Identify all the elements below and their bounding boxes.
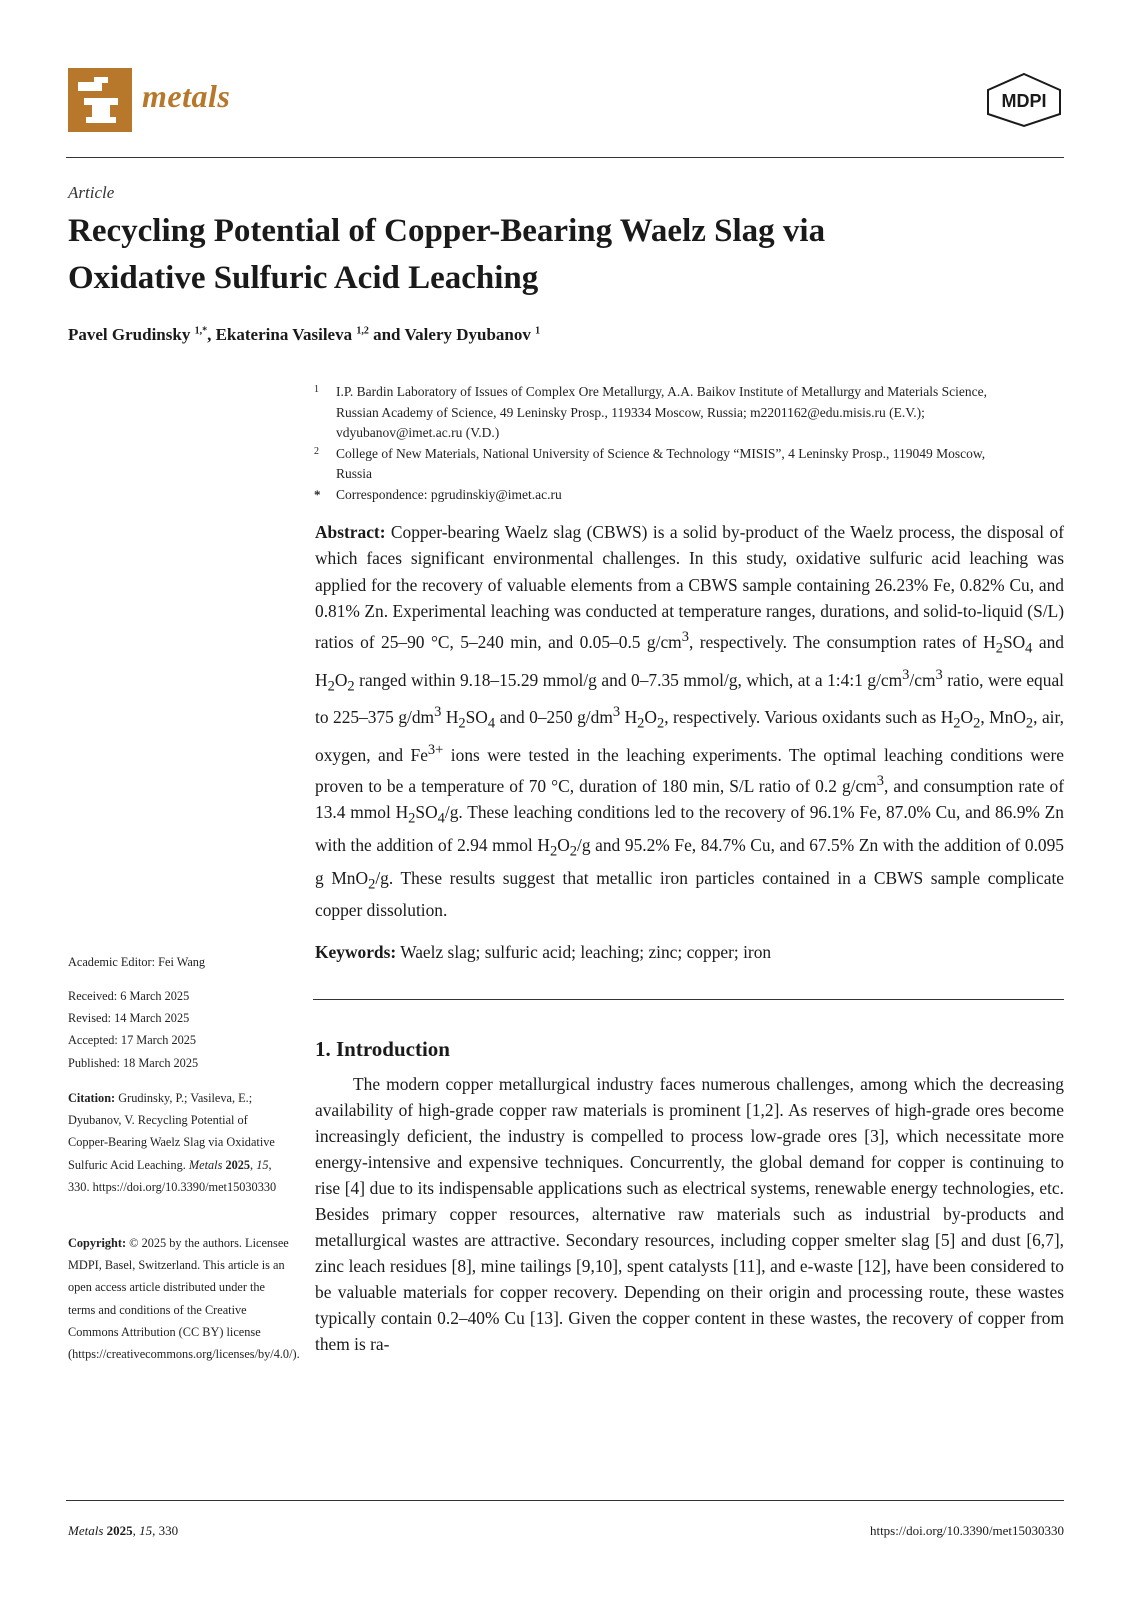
author-sup: 1 bbox=[535, 325, 541, 337]
subscript: 2 bbox=[1025, 715, 1034, 732]
author-list bbox=[68, 325, 540, 345]
subscript: 2 bbox=[953, 715, 961, 732]
citation-label: Citation: bbox=[68, 1091, 116, 1105]
abstract-text: SO bbox=[415, 802, 438, 823]
date-revised: Revised: 14 March 2025 bbox=[68, 1011, 190, 1026]
subscript: 2 bbox=[347, 678, 355, 695]
abstract-text: , air, oxygen, and Fe bbox=[315, 707, 1064, 765]
abstract-text: , and consumption rate of 13.4 mmol H bbox=[315, 775, 1065, 823]
abstract-text: O bbox=[644, 707, 657, 728]
abstract-text: O bbox=[557, 834, 570, 855]
abstract-text: H bbox=[620, 707, 638, 728]
article-title bbox=[68, 208, 968, 302]
keywords-divider bbox=[313, 999, 1064, 1000]
citation-text: Grudinsky, P.; Vasileva, E.; Dyubanov, V. Recycling Potential of Copper-Bearing Waelz Slag via Oxidative Sulfuric Acid Leaching. bbox=[68, 1091, 275, 1172]
footer-article-number: , 330 bbox=[152, 1523, 179, 1538]
abstract-text: /cm bbox=[909, 669, 936, 690]
abstract-text: ratio, were equal to 225–375 g/dm bbox=[315, 669, 1064, 728]
abstract-text: and H bbox=[315, 631, 1064, 690]
superscript: 3 bbox=[681, 629, 689, 646]
copyright-text: © 2025 by the authors. Licensee MDPI, Basel, Switzerland. This article is an open access article distributed under the terms and conditions of the Creative Commons Attribution (CC BY) license (https://creativecommons.org/licenses/by/4.0/). bbox=[68, 1236, 300, 1362]
subscript: 2 bbox=[637, 715, 645, 732]
author-separator: , bbox=[207, 325, 216, 344]
author-name[interactable]: Valery Dyubanov bbox=[404, 325, 531, 344]
citation: Citation: Grudinsky, P.; Vasileva, E.; Dyubanov, V. Recycling Potential of Copper-Bearing Waelz Slag via Oxidative Sulfuric Acid Leaching. Metals 2025, 15, 330. https://doi.org/10.3390/met15030330 bbox=[68, 1091, 277, 1194]
correspondence bbox=[314, 485, 1014, 506]
abstract-text: ions were tested in the leaching experiments. The optimal leaching conditions were proven to be a temperature of 70 °C, duration of 180 min, S/L ratio of 0.2 g/cm bbox=[315, 744, 1064, 796]
journal-name: metals bbox=[142, 78, 231, 114]
mdpi-logo bbox=[984, 72, 1064, 128]
abstract-text: O bbox=[960, 707, 974, 728]
abstract-text: SO bbox=[465, 707, 488, 728]
abstract-text: /g. These leaching conditions led to the recovery of 96.1% Fe, 87.0% Cu, and 86.9% Zn with the addition of 2.94 mmol H bbox=[315, 802, 1065, 855]
header-divider bbox=[66, 157, 1064, 158]
affiliation-item bbox=[314, 382, 1014, 444]
section-heading: 1. Introduction bbox=[315, 1037, 450, 1061]
article-type: Article bbox=[68, 183, 115, 202]
affiliation-text: I.P. Bardin Laboratory of Issues of Complex Ore Metallurgy, A.A. Baikov Institute of Metallurgy and Materials Science, Russian Academy of Science, 49 Leninsky Prosp., 119334 Moscow, Russia; m2201162@edu.misis.ru (E.V.); vdyubanov@imet.ac.ru (V.D.) bbox=[336, 384, 987, 440]
affiliation-item bbox=[314, 444, 1014, 485]
citation-year: 2025 bbox=[225, 1157, 251, 1172]
footer-year: 2025 bbox=[106, 1523, 133, 1538]
academic-editor: Academic Editor: Fei Wang bbox=[68, 955, 206, 969]
abstract-text: Copper-bearing Waelz slag (CBWS) is a solid by-product of the Waelz process, the disposal of which faces significant environmental challenges. In this study, oxidative sulfuric acid leaching was applied for the recovery of valuable elements from a CBWS sample containing 26.23% Fe, 0.82% Cu, and 0.81% Zn. Experimental leaching was conducted at temperature ranges, durations, and solid-to-liquid (S/L) ratios of 25–90 °C, 5–240 min, and 0.05–0.5 g/cm bbox=[315, 522, 1064, 652]
subscript: 2 bbox=[549, 843, 558, 860]
abstract bbox=[315, 519, 1064, 924]
footer-citation: Metals 2025, 15, 330 bbox=[68, 1523, 179, 1538]
title-line-1: Recycling Potential of Copper-Bearing Waelz Slag via bbox=[68, 213, 826, 249]
intro-paragraph: The modern copper metallurgical industry faces numerous challenges, among which the decreasing availability of high-grade copper raw materials is prominent [1,2]. As reserves of high-grade ores become increasingly deficient, the industry is compelled to process low-grade ores [3], which necessitate more energy-intensive and expensive techniques. Concurrently, the global demand for copper is continuing to rise [4] due to its indispensable applications such as electrical systems, renewable energy technologies, etc. Besides primary copper resources, alternative raw materials such as industrial by-products and metallurgical wastes are attractive. Secondary resources, including copper smelter slag [5] and dust [6,7], zinc leach residues [8], mine tailings [9,10], spent catalysts [11], and e-waste [12], have been considered to be valuable materials for copper recovery. Depending on their origin and processing route, these wastes typically contain 0.2–40% Cu [13]. Given the copper content in these wastes, the recovery of copper from them is ra- bbox=[315, 1074, 1064, 1354]
superscript: 3+ bbox=[427, 741, 444, 758]
superscript: 3 bbox=[935, 666, 943, 683]
citation-journal: Metals bbox=[188, 1157, 223, 1172]
author-separator: and bbox=[368, 325, 405, 344]
affiliation-number: 1 bbox=[314, 384, 319, 395]
subscript: 4 bbox=[1025, 640, 1033, 657]
superscript: 3 bbox=[612, 704, 621, 721]
author-name[interactable]: Pavel Grudinsky bbox=[68, 325, 191, 344]
footer-doi-link[interactable]: https://doi.org/10.3390/met15030330 bbox=[869, 1523, 1064, 1538]
superscript: 3 bbox=[902, 666, 910, 683]
superscript: 3 bbox=[876, 772, 884, 789]
subscript: 2 bbox=[995, 640, 1003, 657]
citation-doi-link[interactable]: , 330. https://doi.org/10.3390/met15030330 bbox=[68, 1157, 277, 1194]
abstract-text: O bbox=[334, 669, 348, 690]
date-accepted: Accepted: 17 March 2025 bbox=[68, 1033, 197, 1048]
author-name[interactable]: Ekaterina Vasileva bbox=[215, 325, 353, 344]
author-sup: 1,* bbox=[194, 325, 208, 337]
abstract-text: /g. These results suggest that metallic iron particles contained in a CBWS sample complicate copper dissolution. bbox=[315, 867, 1064, 921]
footer-volume: 15 bbox=[139, 1523, 153, 1538]
subscript: 2 bbox=[973, 715, 981, 732]
correspondence-marker: * bbox=[314, 486, 321, 502]
citation-volume: 15 bbox=[256, 1157, 269, 1172]
copyright-label: Copyright: bbox=[68, 1236, 127, 1250]
subscript: 4 bbox=[487, 715, 496, 732]
superscript: 3 bbox=[434, 704, 442, 721]
title-line-2: Oxidative Sulfuric Acid Leaching bbox=[68, 260, 539, 296]
abstract-text: , respectively. The consumption rates of H bbox=[688, 631, 996, 652]
affiliation-number: 2 bbox=[314, 445, 319, 457]
abstract-text: and 0–250 g/dm bbox=[495, 707, 613, 728]
subscript: 2 bbox=[327, 678, 335, 695]
subscript: 2 bbox=[569, 843, 577, 860]
correspondence-text: Correspondence: pgrudinskiy@imet.ac.ru bbox=[336, 486, 562, 502]
abstract-text: ranged within 9.18–15.29 mmol/g and 0–7.35 mmol/g, which, at a 1:4:1 g/cm bbox=[354, 669, 903, 690]
date-received: Received: 6 March 2025 bbox=[68, 989, 190, 1003]
subscript: 4 bbox=[437, 810, 445, 827]
subscript: 2 bbox=[458, 715, 466, 732]
publication-dates bbox=[68, 985, 290, 1074]
abstract-label: Abstract: bbox=[315, 522, 386, 542]
abstract-text: , respectively. Various oxidants such as H bbox=[664, 707, 954, 728]
journal-logo bbox=[68, 68, 132, 132]
author-sup: 1,2 bbox=[356, 325, 369, 337]
abstract-text: SO bbox=[1002, 631, 1026, 652]
subscript: 2 bbox=[368, 876, 376, 893]
keywords bbox=[315, 942, 1064, 963]
abstract-text: /g and 95.2% Fe, 84.7% Cu, and 67.5% Zn with the addition of 0.095 g MnO bbox=[315, 834, 1065, 888]
keywords-label: Keywords: bbox=[315, 942, 397, 962]
subscript: 2 bbox=[656, 715, 665, 732]
subscript: 2 bbox=[408, 810, 416, 827]
abstract-text: H bbox=[441, 707, 459, 728]
footer-divider bbox=[66, 1500, 1064, 1501]
affiliation-text: College of New Materials, National University of Science & Technology “MISIS”, 4 Leninsky Prosp., 119049 Moscow, Russia bbox=[336, 445, 986, 481]
mdpi-logo-text: MDPI bbox=[1001, 91, 1047, 111]
keywords-text: Waelz slag; sulfuric acid; leaching; zinc; copper; iron bbox=[396, 942, 772, 962]
footer-journal: Metals bbox=[68, 1523, 104, 1538]
affiliations bbox=[314, 382, 1014, 505]
abstract-text: , MnO bbox=[980, 707, 1026, 728]
date-published: Published: 18 March 2025 bbox=[68, 1055, 199, 1070]
copyright bbox=[68, 1232, 300, 1365]
